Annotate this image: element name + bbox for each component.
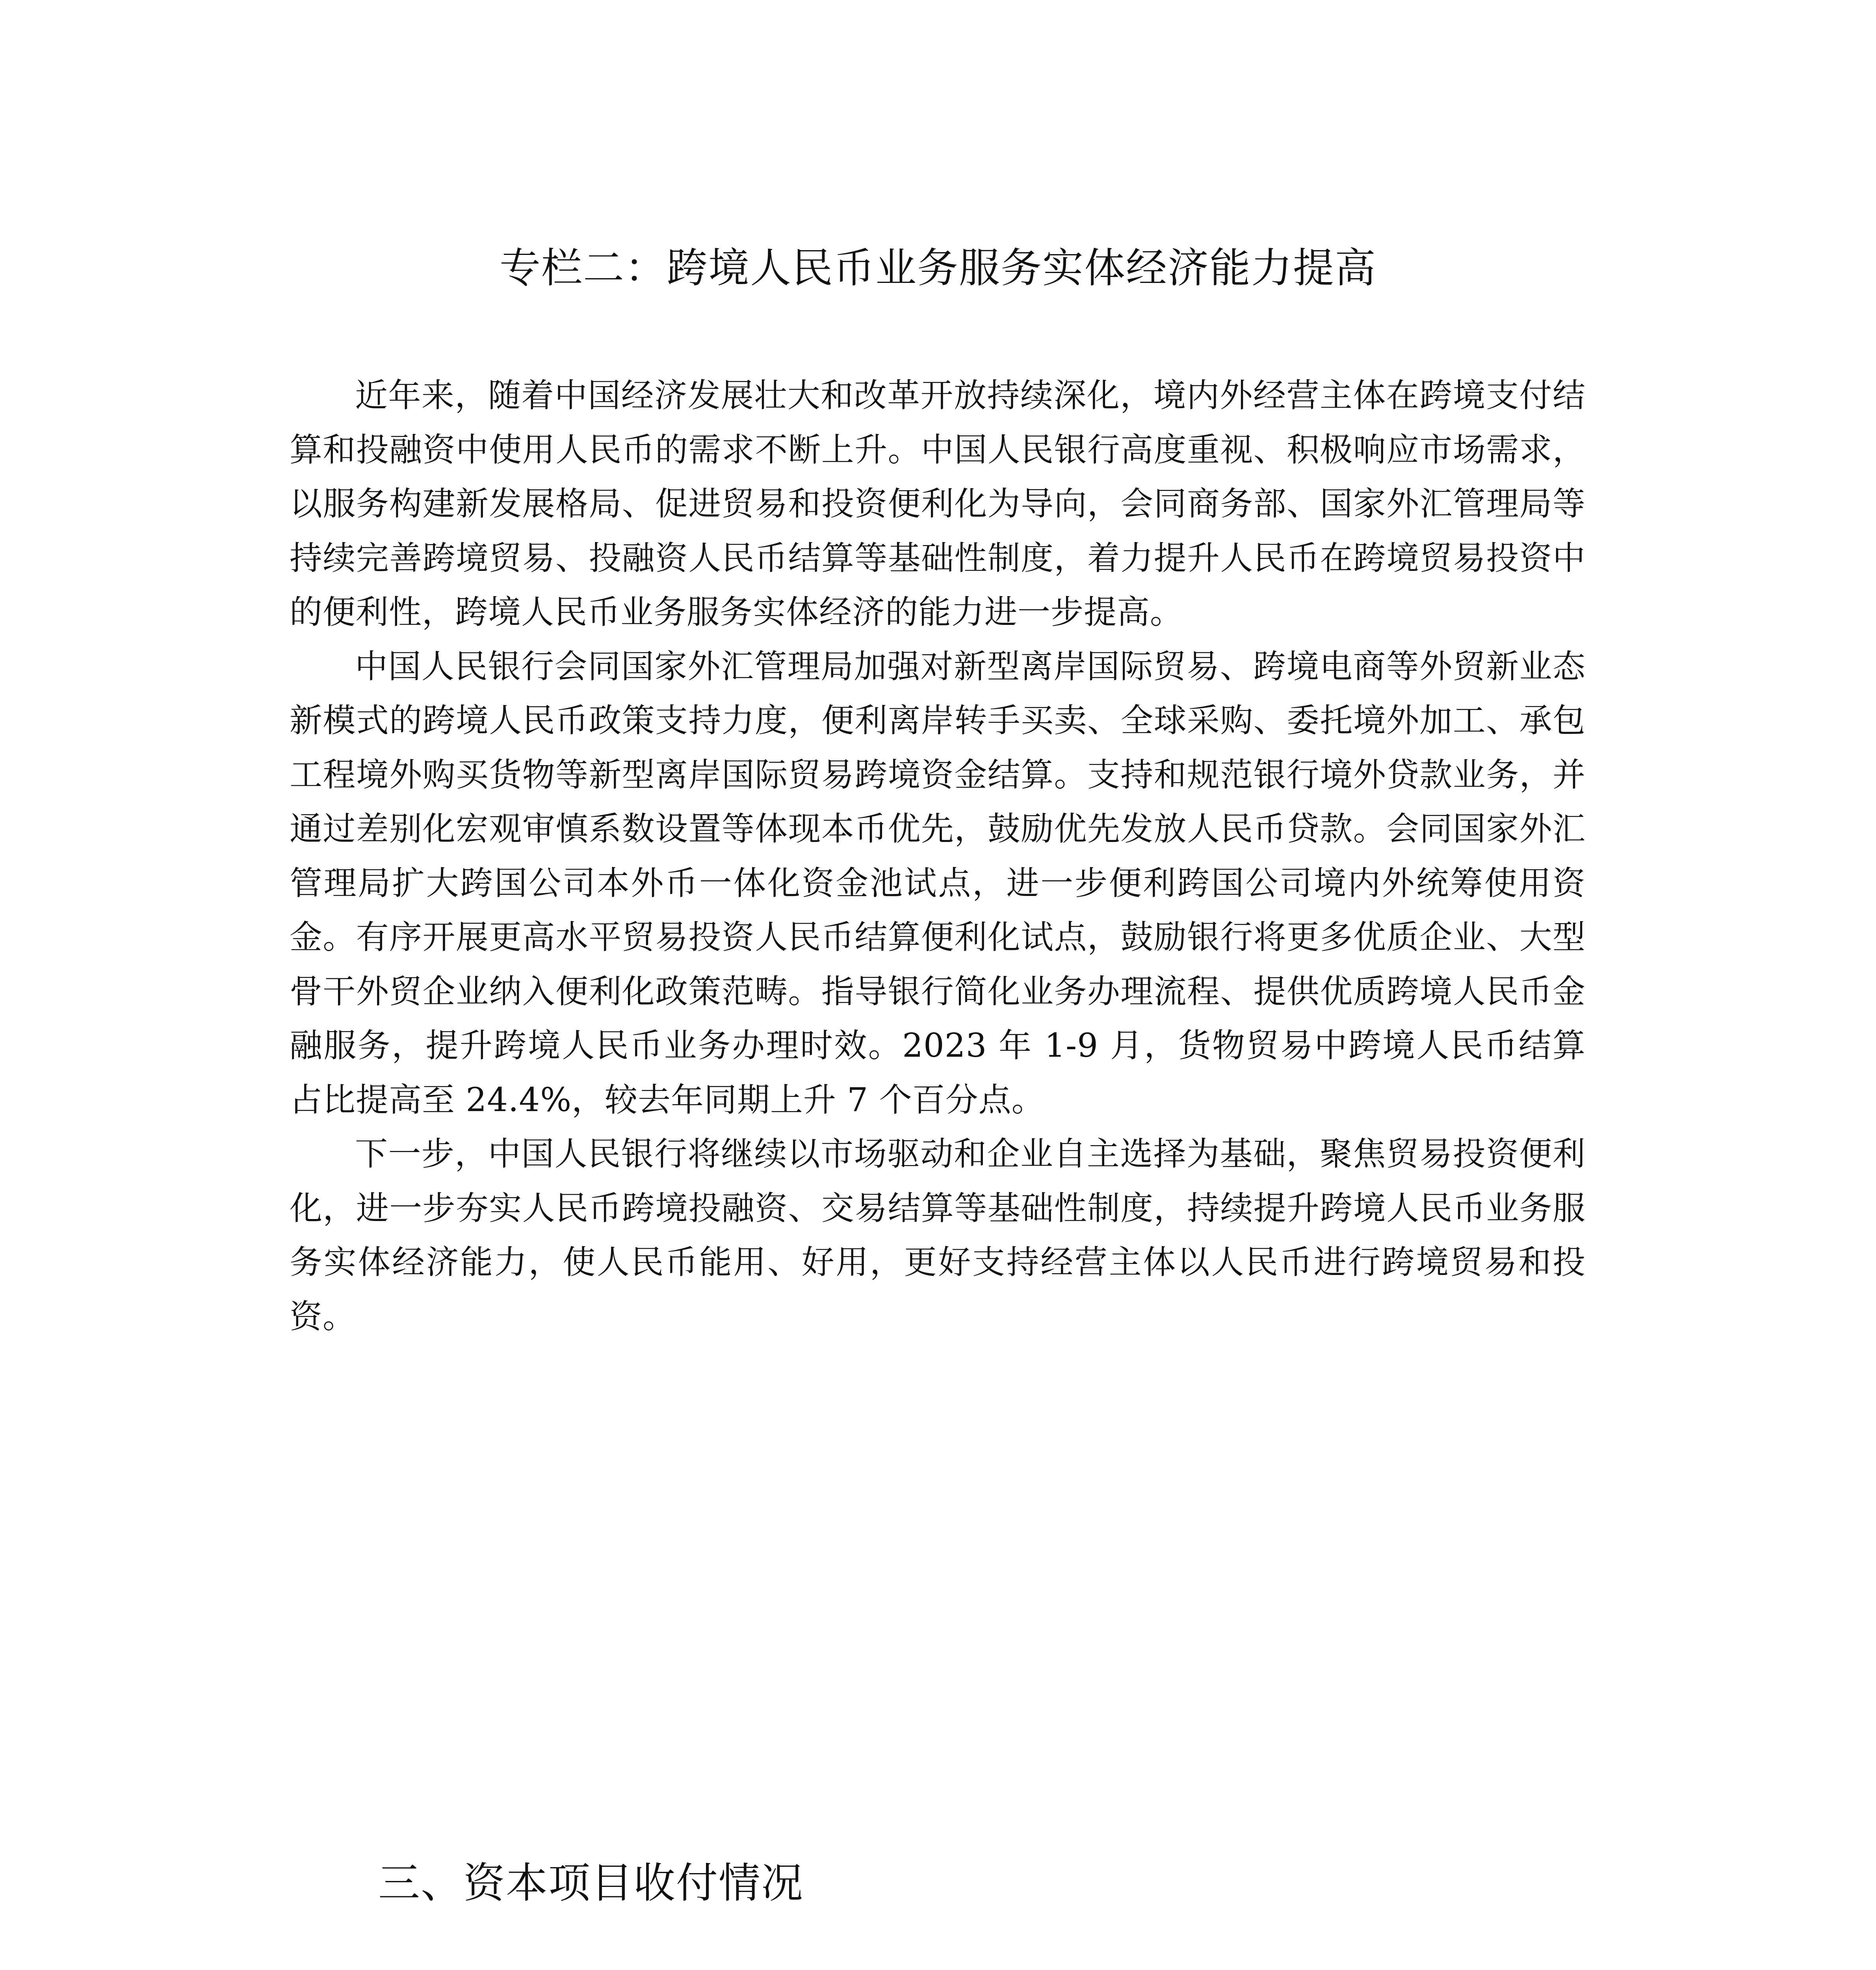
- box-paragraph-2: 中国人民银行会同国家外汇管理局加强对新型离岸国际贸易、跨境电商等外贸新业态新模式的跨境人民币政策支持力度，便利离岸转手买卖、全球采购、委托境外加工、承包工程境外购买货物等新型离岸国际贸易跨境资金结算。支持和规范银行境外贷款业务，并通过差别化宏观审慎系数设置等体现本币优先，鼓励优先发放人民币贷款。会同国家外汇管理局扩大跨国公司本外币一体化资金池试点，进一步便利跨国公司境内外统筹使用资金。有序开展更高水平贸易投资人民币结算便利化试点，鼓励银行将更多优质企业、大型骨干外贸企业纳入便利化政策范畴。指导银行简化业务办理流程、提供优质跨境人民币金融服务，提升跨境人民币业务办理时效。2023 年 1-9 月，货物贸易中跨境人民币结算占比提高至 24.4%，较去年同期上升 7 个百分点。: [290, 647, 1586, 1119]
- section-paragraph-1: [290, 1956, 1586, 1970]
- section-body: [290, 1956, 1586, 1970]
- section-heading: 三、资本项目收付情况: [378, 1859, 804, 1907]
- box-body: [290, 368, 1586, 1344]
- box-paragraph-3: 下一步，中国人民银行将继续以市场驱动和企业自主选择为基础，聚焦贸易投资便利化，进一步夯实人民币跨境投融资、交易结算等基础性制度，持续提升跨境人民币业务服务实体经济能力，使人民币能用、好用，更好支持经营主体以人民币进行跨境贸易和投资。: [290, 1135, 1586, 1336]
- box-title: 专栏二：跨境人民币业务服务实体经济能力提高: [499, 244, 1376, 292]
- box-paragraph-1: 近年来，随着中国经济发展壮大和改革开放持续深化，境内外经营主体在跨境支付结算和投融资中使用人民币的需求不断上升。中国人民银行高度重视、积极响应市场需求，以服务构建新发展格局、促进贸易和投资便利化为导向，会同商务部、国家外汇管理局等持续完善跨境贸易、投融资人民币结算等基础性制度，着力提升人民币在跨境贸易投资中的便利性，跨境人民币业务服务实体经济的能力进一步提高。: [290, 376, 1586, 631]
